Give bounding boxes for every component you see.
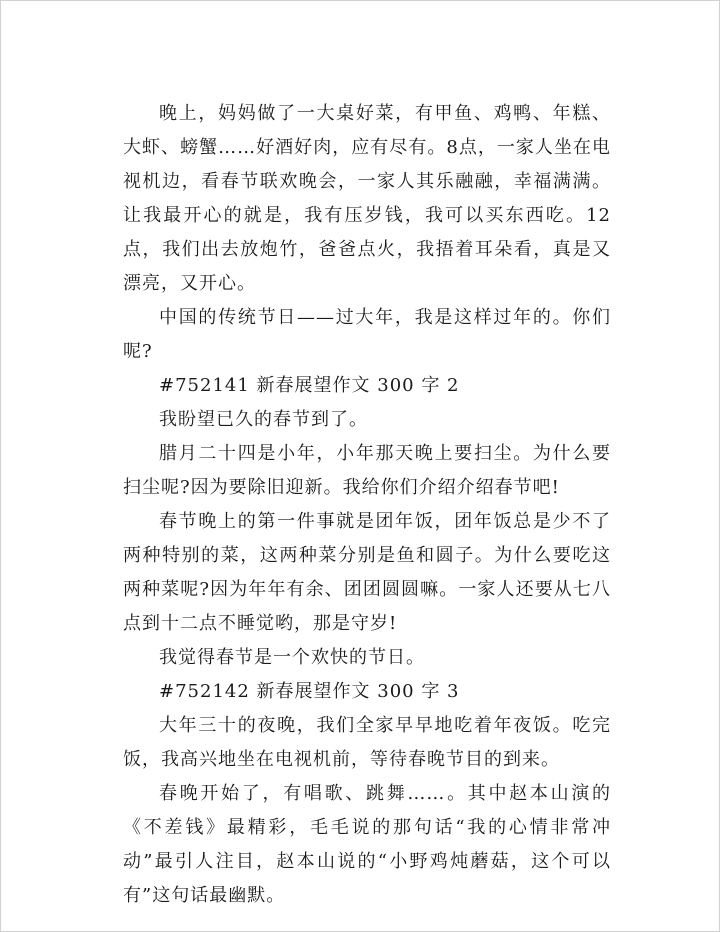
paragraph: 春晚开始了，有唱歌、跳舞……。其中赵本山演的《不差钱》最精彩，毛毛说的那句话“我的心情非常冲动”最引人注目，赵本山说的“小野鸡炖蘑菇，这个可以有”这句话最幽默。 bbox=[123, 783, 611, 906]
paragraph: 中国的传统节日——过大年，我是这样过年的。你们呢? bbox=[123, 307, 611, 362]
document-body bbox=[123, 97, 611, 913]
paragraph: 晚上，妈妈做了一大桌好菜，有甲鱼、鸡鸭、年糕、大虾、螃蟹……好酒好肉，应有尽有。8点，一家人坐在电视机边，看春节联欢晚会，一家人其乐融融，幸福满满。让我最开心的就是，我有压岁钱，我可以买东西吃。12点，我们出去放炮竹，爸爸点火，我捂着耳朵看，真是又漂亮，又开心。 bbox=[123, 103, 611, 294]
paragraph: 大年三十的夜晚，我们全家早早地吃着年夜饭。吃完饭，我高兴地坐在电视机前，等待春晚节目的到来。 bbox=[123, 715, 611, 770]
paragraph: 春节晚上的第一件事就是团年饭，团年饭总是少不了两种特别的菜，这两种菜分别是鱼和圆子。为什么要吃这两种菜呢?因为年年有余、团团圆圆嘛。一家人还要从七八点到十二点不睡觉哟，那是守岁! bbox=[123, 511, 611, 634]
paragraph: 我觉得春节是一个欢快的节日。 bbox=[159, 647, 425, 668]
section-heading: #752141 新春展望作文 300 字 2 bbox=[159, 375, 460, 396]
section-heading: #752142 新春展望作文 300 字 3 bbox=[159, 681, 460, 702]
paragraph: 腊月二十四是小年，小年那天晚上要扫尘。为什么要扫尘呢?因为要除旧迎新。我给你们介绍介绍春节吧! bbox=[123, 443, 611, 498]
paragraph: 我盼望已久的春节到了。 bbox=[159, 409, 368, 430]
